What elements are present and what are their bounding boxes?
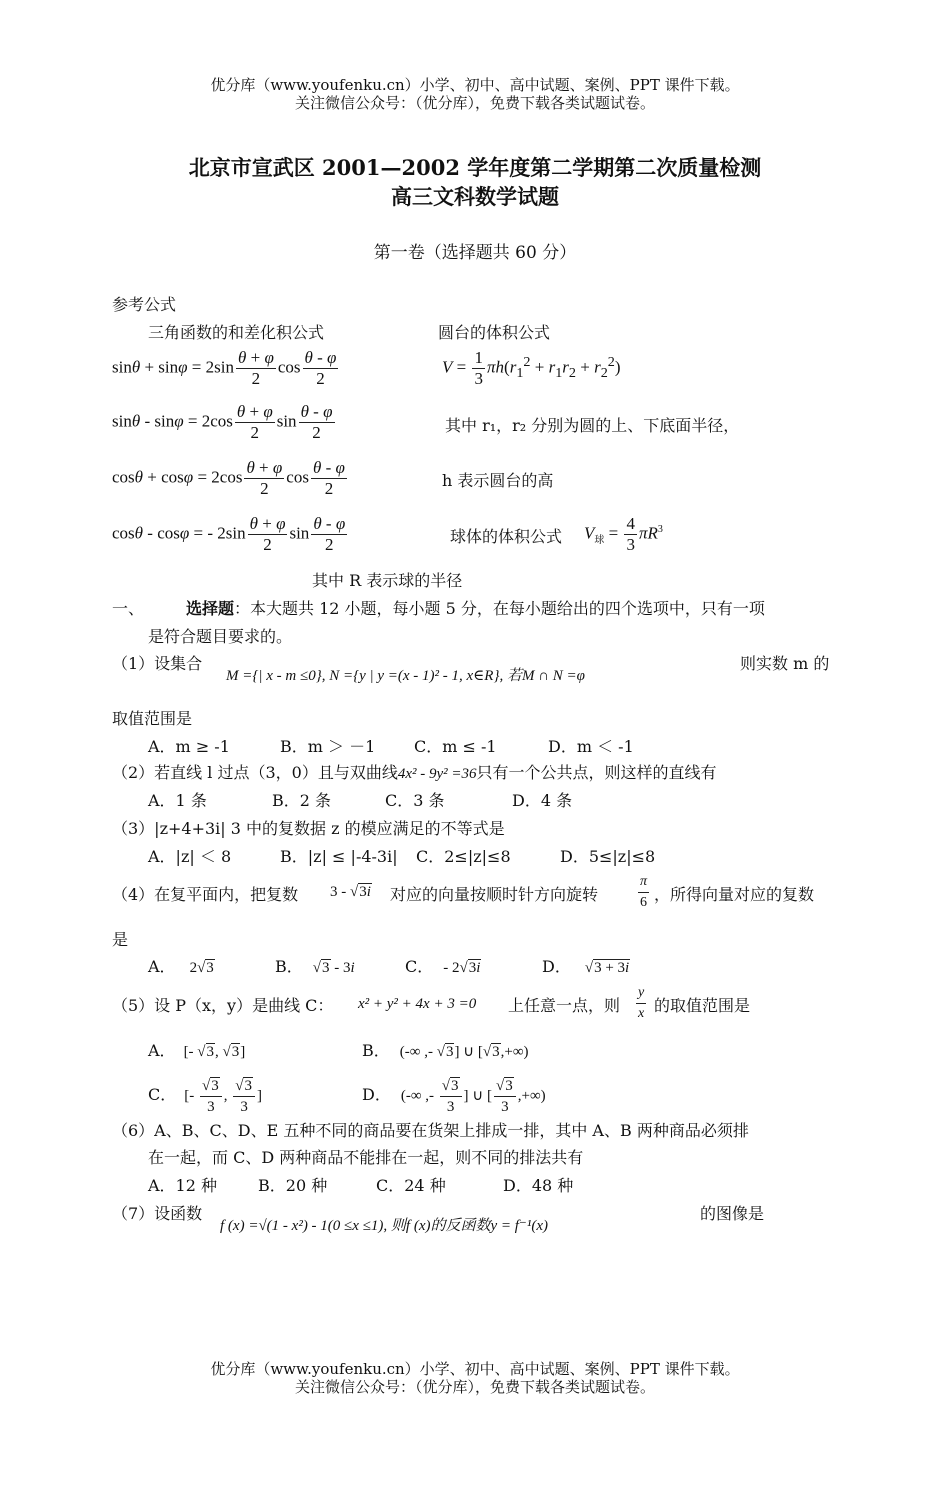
q2-text-a: （2）若直线 l 过点（3，0）且与双曲线	[112, 763, 398, 782]
q6-option-c: C．24 种	[376, 1176, 446, 1195]
q6-line-1: （6）A、B、C、D、E 五种不同的商品要在货架上排成一排，其中 A、B 两种商品必须排	[112, 1121, 749, 1140]
q6-line-2: 在一起，而 C、D 两种商品不能排在一起，则不同的排法共有	[148, 1148, 584, 1167]
q5-math: x² + y² + 4x + 3 =0	[358, 996, 477, 1012]
q5-option-c-label: C．	[148, 1084, 177, 1104]
trig-formula-1: sinθ + sinφ = 2sin $\frac{\theta + \varphi}{2}$ cos $\frac{\theta - \varphi}{2}$	[112, 348, 337, 388]
sphere-note: 其中 R 表示球的半径	[312, 571, 463, 590]
q1-option-b: B．m ＞ －1	[280, 737, 376, 756]
part1-desc	[186, 596, 765, 619]
q5-option-b: B． (-∞ ,- √3] ∪ [√3,+∞)	[362, 1041, 529, 1060]
part1-desc-2: 是符合题目要求的。	[148, 627, 293, 646]
q5-option-a-label: A．	[148, 1041, 176, 1060]
q5-option-d: D． (-∞ ,- $\frac{√3}{3}$ ] ∪ [ $\frac{√3}{3}$ ,+∞)	[362, 1078, 546, 1115]
q4-text-b: 对应的向量按顺时针方向旋转	[390, 885, 599, 904]
q3-option-a: A．|z| ＜ 8	[148, 847, 232, 866]
footer-line-2: 关注微信公众号：（优分库），免费下载各类试题试卷。	[294, 1378, 655, 1396]
exam-subtitle: 高三文科数学试题	[391, 184, 559, 209]
footer-line-1: 优分库（www.youfenku.cn）小学、初中、高中试题、案例、PPT 课件下载。	[210, 1360, 740, 1378]
q5-ratio: $\frac{y}{x}$	[638, 985, 645, 1021]
q1-math: M ={| x - m ≤0}, N ={y | y =(x - 1)² - 1, x∈R}, 若M ∩ N =φ	[226, 668, 585, 684]
q2-text-b: 只有一个公共点，则这样的直线有	[476, 763, 717, 782]
q4-option-d: D． √3 + 3i	[542, 957, 630, 976]
q3-option-b: B．|z| ≤ |-4-3i|	[280, 847, 398, 866]
q1-option-c: C．m ≤ -1	[414, 737, 497, 756]
q6-option-b: B．20 种	[258, 1176, 328, 1195]
q2-math: 4x² - 9y² =36	[397, 766, 477, 782]
header-line-2: 关注微信公众号：（优分库），免费下载各类试题试卷。	[294, 94, 655, 112]
q1-option-d: D．m ＜ -1	[548, 737, 634, 756]
q1-prefix: （1）设集合	[112, 654, 203, 673]
q2-option-d: D．4 条	[512, 791, 573, 810]
q5-text-b: 上任意一点，则	[508, 996, 621, 1015]
trig-formula-2: sinθ - sinφ = 2cos $\frac{\theta + \varphi}{2}$ sin $\frac{\theta - \varphi}{2}$	[112, 402, 333, 442]
q4-option-b-label: B．	[275, 957, 303, 976]
part1-number: 一、	[112, 599, 145, 618]
section-title: 第一卷（选择题共 60 分）	[373, 243, 577, 263]
q2-option-a: A．1 条	[148, 791, 207, 810]
q5-option-c: C． [- $\frac{√3}{3}$ , $\frac{√3}{3}$ ]	[148, 1078, 262, 1115]
q2-option-b: B．2 条	[272, 791, 332, 810]
exam-title: 北京市宣武区 2001—2002 学年度第二学期第二次质量检测	[188, 155, 762, 180]
frustum-heading: 圆台的体积公式	[438, 323, 551, 342]
q7-suffix: 的图像是	[700, 1204, 765, 1223]
q2-option-c: C．3 条	[385, 791, 445, 810]
q4-option-b: B． √3 - 3i	[275, 957, 355, 976]
q7-prefix: （7）设函数	[112, 1204, 203, 1223]
q5-text-c: 的取值范围是	[654, 996, 751, 1015]
q4-angle: $\frac{\pi}{6}$	[640, 874, 648, 910]
q3-option-d: D．5≤|z|≤8	[560, 847, 656, 866]
sphere-formula: $V_球$ = $\frac{4}{3}$ $\pi R^3$	[584, 514, 663, 554]
trig-formula-4: cosθ - cosφ = - 2sin $\frac{\theta + \varphi}{2}$ sin $\frac{\theta - \varphi}{2}$	[112, 514, 346, 554]
q5-option-b-label: B．	[362, 1041, 390, 1060]
q4-option-a-label: A．	[148, 957, 176, 976]
header-line-1: 优分库（www.youfenku.cn）小学、初中、高中试题、案例、PPT 课件下载。	[210, 76, 740, 94]
q7-math: f (x) =√(1 - x²) - 1(0 ≤x ≤1), 则f (x)的反函数y = f⁻¹(x)	[220, 1218, 548, 1234]
trig-formula-3: cosθ + cosφ = 2cos $\frac{\theta + \varphi}{2}$ cos $\frac{\theta - \varphi}{2}$	[112, 458, 345, 498]
part1-desc-1: ：本大题共 12 小题，每小题 5 分，在每小题给出的四个选项中，只有一项	[234, 599, 765, 618]
q4-complex: 3 - √3i	[330, 884, 371, 900]
formulas-heading: 参考公式	[112, 295, 177, 314]
q3-text: （3）|z+4+3i| 3 中的复数据 z 的模应满足的不等式是	[112, 819, 505, 838]
q5-option-d-label: D．	[362, 1084, 391, 1104]
q1-suffix: 则实数 m 的	[740, 654, 830, 673]
q5-option-a: A． [- √3, √3]	[148, 1041, 246, 1060]
q4-option-d-label: D．	[542, 957, 571, 976]
q5-text-a: （5）设 P（x，y）是曲线 C：	[112, 996, 334, 1015]
sphere-label: 球体的体积公式	[450, 527, 563, 546]
q4-option-c: C． - 2√3i	[405, 957, 481, 976]
frustum-note-2: h 表示圆台的高	[442, 471, 554, 490]
part1-label: 选择题	[186, 599, 235, 618]
q1-option-a: A．m ≥ -1	[148, 737, 230, 756]
q4-option-c-label: C．	[405, 957, 434, 976]
q6-option-a: A．12 种	[148, 1176, 218, 1195]
q6-option-d: D．48 种	[503, 1176, 574, 1195]
q2-text	[112, 760, 717, 783]
frustum-formula: V = $\frac{1}{3}$ $\pi h(r_1^2 + r_1r_2 + r_2^2)$	[442, 348, 621, 388]
q1-line2: 取值范围是	[112, 709, 193, 728]
q4-text-c: ，所得向量对应的复数	[654, 885, 815, 904]
trig-heading: 三角函数的和差化积公式	[148, 323, 325, 342]
q4-option-a: A． 2√3	[148, 957, 214, 976]
frustum-note-1: 其中 r₁，r₂ 分别为圆的上、下底面半径，	[445, 416, 740, 435]
q3-option-c: C．2≤|z|≤8	[416, 847, 511, 866]
q4-text-a: （4）在复平面内，把复数	[112, 885, 299, 904]
q4-line2: 是	[112, 930, 129, 949]
